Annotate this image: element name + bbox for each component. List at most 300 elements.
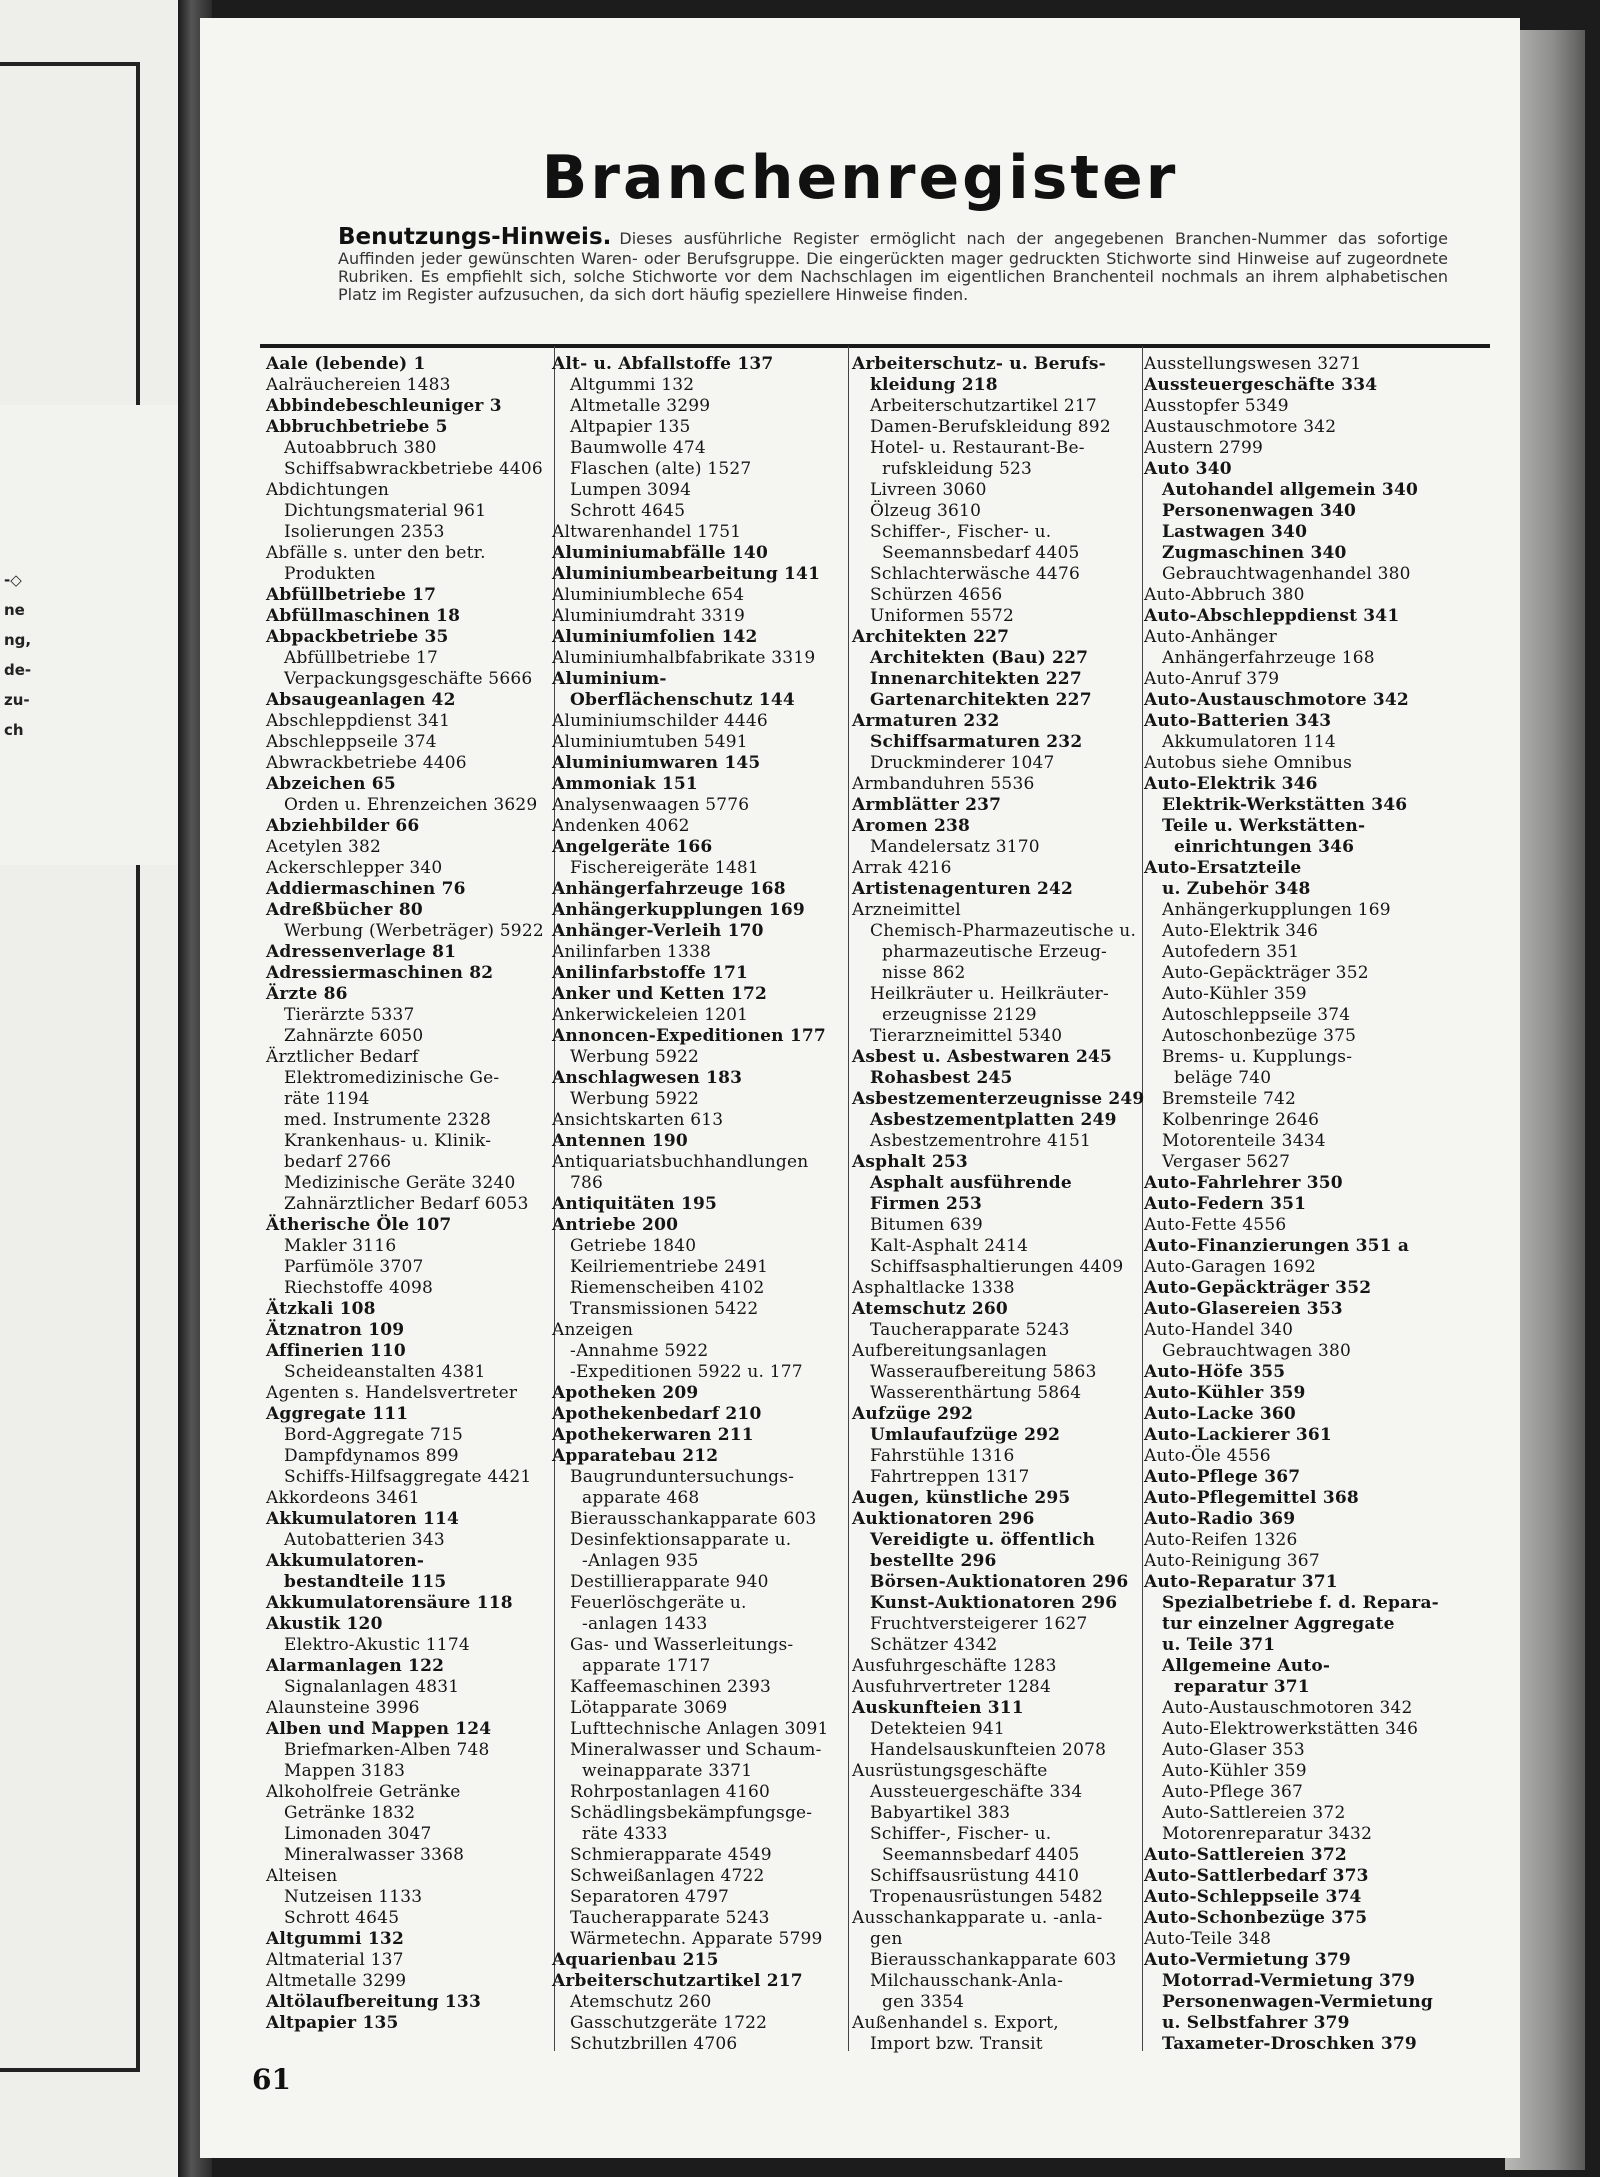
register-entry: Agenten s. Handelsvertreter [266,1383,518,1403]
register-entry: Anker und Ketten 172 [552,984,768,1004]
register-entry: Abschleppseile 374 [266,732,437,752]
register-entry: Auto-Anhänger [1144,627,1277,647]
register-entry: med. Instrumente 2328 [284,1110,492,1130]
register-entry: Aluminiumbearbeitung 141 [552,564,821,584]
register-entry: Auskunfteien 311 [852,1698,1024,1718]
register-entry: Aufbereitungsanlagen [852,1341,1047,1361]
register-entry: Auto-Federn 351 [1144,1194,1307,1214]
register-entry: apparate 1717 [582,1656,711,1676]
register-entry: räte 4333 [582,1824,668,1844]
register-entry: Schiffsarmaturen 232 [870,732,1083,752]
register-entry: Austern 2799 [1144,438,1263,458]
register-entry: Auto-Schonbezüge 375 [1144,1908,1368,1928]
register-entry: erzeugnisse 2129 [882,1005,1037,1025]
register-entry: Signalanlagen 4831 [284,1677,460,1697]
register-entry: Absaugeanlagen 42 [266,690,456,710]
register-entry: Rohrpostanlagen 4160 [570,1782,770,1802]
register-entry: Milchausschank-Anla- [870,1971,1064,1991]
register-entry: -Annahme 5922 [570,1341,709,1361]
register-entry: Autohandel allgemein 340 [1162,480,1419,500]
register-entry: Auto-Elektrowerkstätten 346 [1162,1719,1419,1739]
register-entry: Heilkräuter u. Heilkräuter- [870,984,1109,1004]
register-entry: Lastwagen 340 [1162,522,1308,542]
register-entry: Motorenteile 3434 [1162,1131,1326,1151]
register-entry: Aluminiumschilder 4446 [552,711,768,731]
register-entry: Anzeigen [552,1320,634,1340]
register-entry: Ammoniak 151 [552,774,698,794]
register-entry: Auto-Elektrik 346 [1162,921,1319,941]
register-entry: Abwrackbetriebe 4406 [266,753,467,773]
register-column-1 [266,354,556,2074]
adjacent-text-line: de- [4,661,32,679]
register-entry: Asbestzementerzeugnisse 249 [852,1089,1145,1109]
register-entry: Akkordeons 3461 [266,1488,420,1508]
register-entry: Scheideanstalten 4381 [284,1362,486,1382]
register-entry: Taxameter-Droschken 379 [1162,2034,1417,2054]
register-entry: Atemschutz 260 [570,1992,712,2012]
register-entry: Angelgeräte 166 [552,837,713,857]
register-entry: Schiffer-, Fischer- u. [870,1824,1052,1844]
register-entry: einrichtungen 346 [1174,837,1355,857]
adjacent-text-line: ch [4,721,24,739]
register-entry: Hotel- u. Restaurant-Be- [870,438,1085,458]
register-entry: Armbanduhren 5536 [852,774,1035,794]
register-entry: Fischereigeräte 1481 [570,858,759,878]
register-entry: Apparatebau 212 [552,1446,719,1466]
register-entry: Mandelersatz 3170 [870,837,1040,857]
register-entry: -Expeditionen 5922 u. 177 [570,1362,803,1382]
register-entry: Aluminiumhalbfabrikate 3319 [552,648,816,668]
register-entry: Abfüllbetriebe 17 [266,585,437,605]
register-entry: Autobus siehe Omnibus [1144,753,1353,773]
register-entry: Vergaser 5627 [1162,1152,1291,1172]
register-entry: Aalräuchereien 1483 [266,375,451,395]
register-entry: Baumwolle 474 [570,438,706,458]
register-entry: Autoabbruch 380 [284,438,437,458]
register-entry: Allgemeine Auto- [1162,1656,1331,1676]
register-entry: Parfümöle 3707 [284,1257,424,1277]
register-entry: Livreen 3060 [870,480,987,500]
register-entry: Schlachterwäsche 4476 [870,564,1080,584]
register-entry: Auto-Sattlereien 372 [1144,1845,1347,1865]
register-entry: Personenwagen-Vermietung [1162,1992,1433,2012]
register-entry: Ätherische Öle 107 [266,1215,452,1235]
register-entry: Alt- u. Abfallstoffe 137 [552,354,774,374]
register-entry: Ankerwickeleien 1201 [552,1005,749,1025]
register-entry: Asphalt ausführende [870,1173,1072,1193]
register-entry: Ausstopfer 5349 [1144,396,1289,416]
register-entry: -anlagen 1433 [582,1614,708,1634]
register-entry: Schrott 4645 [284,1908,400,1928]
register-entry: Altgummi 132 [570,375,695,395]
register-entry: Auto-Lacke 360 [1144,1404,1296,1424]
register-entry: Lumpen 3094 [570,480,692,500]
register-entry: Auto-Glaser 353 [1162,1740,1305,1760]
register-page [200,18,1520,2158]
register-entry: Auto-Öle 4556 [1144,1446,1271,1466]
register-entry: Gas- und Wasserleitungs- [570,1635,794,1655]
register-entry: Aluminiumdraht 3319 [552,606,746,626]
register-entry: gen [870,1929,903,1949]
register-entry: Altgummi 132 [266,1929,404,1949]
register-entry: Mineralwasser 3368 [284,1845,465,1865]
register-entry: Altwarenhandel 1751 [552,522,742,542]
register-entry: Altmetalle 3299 [570,396,711,416]
register-entry: u. Teile 371 [1162,1635,1276,1655]
register-entry: Asphaltlacke 1338 [852,1278,1015,1298]
register-entry: Gebrauchtwagen 380 [1162,1341,1352,1361]
register-entry: Produkten [284,564,376,584]
register-entry: Werbung (Werbeträger) 5922 [284,921,544,941]
register-entry: Aussteuergeschäfte 334 [1144,375,1378,395]
register-entry: Schiffsasphaltierungen 4409 [870,1257,1124,1277]
register-entry: Auktionatoren 296 [852,1509,1035,1529]
register-entry: Auto-Pflegemittel 368 [1144,1488,1359,1508]
usage-hint [338,224,1448,304]
register-entry: Tierärzte 5337 [284,1005,415,1025]
register-entry: kleidung 218 [870,375,998,395]
register-entry: Auto-Sattlereien 372 [1162,1803,1346,1823]
register-entry: Anhängerkupplungen 169 [1162,900,1391,920]
register-entry: beläge 740 [1174,1068,1272,1088]
adjacent-page [0,0,190,2177]
register-entry: bestandteile 115 [284,1572,447,1592]
register-entry: Bord-Aggregate 715 [284,1425,464,1445]
register-entry: Wasserenthärtung 5864 [870,1383,1082,1403]
register-entry: Schürzen 4656 [870,585,1003,605]
register-entry: Ausfuhrvertreter 1284 [852,1677,1051,1697]
register-entry: Dampfdynamos 899 [284,1446,459,1466]
register-entry: Alben und Mappen 124 [266,1719,492,1739]
register-entry: Personenwagen 340 [1162,501,1357,521]
register-entry: Auto-Sattlerbedarf 373 [1144,1866,1369,1886]
register-entry: Bierausschankapparate 603 [870,1950,1117,1970]
register-entry: Adreßbücher 80 [266,900,423,920]
register-entry: Kolbenringe 2646 [1162,1110,1320,1130]
register-entry: Abschleppdienst 341 [266,711,451,731]
register-entry: Abfüllbetriebe 17 [284,648,439,668]
register-entry: Ärzte 86 [266,984,348,1004]
register-entry: u. Zubehör 348 [1162,879,1311,899]
register-entry: Arbeiterschutz- u. Berufs- [852,354,1106,374]
register-entry: Andenken 4062 [552,816,690,836]
register-entry: Alaunsteine 3996 [266,1698,420,1718]
register-entry: Schutzbrillen 4706 [570,2034,738,2054]
register-entry: Auto-Anruf 379 [1144,669,1280,689]
register-entry: Akkumulatoren 114 [266,1509,460,1529]
register-entry: Abpackbetriebe 35 [266,627,449,647]
register-entry: Analysenwaagen 5776 [552,795,750,815]
adjacent-text-line: ng, [4,631,32,649]
register-entry: Alteisen [266,1866,338,1886]
register-entry: reparatur 371 [1174,1677,1310,1697]
register-entry: Autobatterien 343 [284,1530,445,1550]
register-entry: Elektro-Akustic 1174 [284,1635,470,1655]
register-column-4 [1144,354,1439,2074]
register-entry: Teile u. Werkstätten- [1162,816,1366,836]
register-entry: apparate 468 [582,1488,700,1508]
register-entry: Tierarzneimittel 5340 [870,1026,1063,1046]
register-entry: Anilinfarben 1338 [552,942,711,962]
register-entry: Verpackungsgeschäfte 5666 [284,669,533,689]
adjacent-text-line: zu- [4,691,30,709]
register-entry: Oberflächenschutz 144 [570,690,795,710]
register-entry: Ansichtskarten 613 [552,1110,724,1130]
register-entry: Lufttechnische Anlagen 3091 [570,1719,829,1739]
register-entry: Auto-Abschleppdienst 341 [1144,606,1400,626]
register-column-3 [852,354,1147,2074]
register-entry: Abzeichen 65 [266,774,396,794]
register-entry: Medizinische Geräte 3240 [284,1173,516,1193]
header-rule [260,344,1490,348]
register-entry: Mappen 3183 [284,1761,406,1781]
register-entry: Auto-Austauschmotore 342 [1144,690,1409,710]
register-entry: Aufzüge 292 [852,1404,974,1424]
register-entry: Schätzer 4342 [870,1635,998,1655]
register-entry: Auto-Reparatur 371 [1144,1572,1338,1592]
register-entry: Anhängerfahrzeuge 168 [552,879,786,899]
register-entry: Transmissionen 5422 [570,1299,759,1319]
register-entry: Akkumulatoren- [266,1551,425,1571]
register-entry: u. Selbstfahrer 379 [1162,2013,1350,2033]
register-entry: 786 [570,1173,604,1193]
register-entry: Atemschutz 260 [852,1299,1008,1319]
register-entry: Acetylen 382 [266,837,381,857]
register-entry: Alarmanlagen 122 [266,1656,445,1676]
register-entry: Desinfektionsapparate u. [570,1530,792,1550]
register-entry: Bierausschankapparate 603 [570,1509,817,1529]
register-entry: Getränke 1832 [284,1803,416,1823]
usage-hint-text: Dieses ausführliche Register ermöglicht nach der angegebenen Branchen-Nummer das sofortige Auffinden jeder gewünschten Waren- oder Berufsgruppe. Die eingerückten mager gedruckten Stichworte sind Hinweise auf zugeordnete Rubriken. Es empfiehlt sich, solche Stichworte vor dem Nachschlagen im eigentlichen Branchenteil nochmals an ihrem alphabetischen Platz im Register aufzusuchen, da sich dort häufig speziellere Hinweise finden. [338,229,1448,304]
register-entry: Apotheken 209 [552,1383,699,1403]
register-entry: Briefmarken-Alben 748 [284,1740,490,1760]
register-entry: Anhänger-Verleih 170 [552,921,764,941]
register-entry: rufskleidung 523 [882,459,1033,479]
register-entry: Werbung 5922 [570,1089,700,1109]
register-entry: Mineralwasser und Schaum- [570,1740,822,1760]
register-entry: Auto-Kühler 359 [1162,1761,1307,1781]
register-entry: Auto-Finanzierungen 351 a [1144,1236,1410,1256]
register-entry: Auto-Teile 348 [1144,1929,1272,1949]
register-entry: Baugrunduntersuchungs- [570,1467,795,1487]
register-entry: Autofedern 351 [1162,942,1300,962]
register-entry: Aluminiumbleche 654 [552,585,745,605]
register-entry: Auto-Höfe 355 [1144,1362,1286,1382]
register-entry: Armblätter 237 [852,795,1002,815]
register-entry: Auto-Ersatzteile [1144,858,1302,878]
register-entry: Abfälle s. unter den betr. [266,543,486,563]
register-entry: Ärztlicher Bedarf [266,1047,419,1067]
adjacent-text-line: ne [4,601,25,619]
register-entry: Getriebe 1840 [570,1236,697,1256]
register-entry: tur einzelner Aggregate [1162,1614,1395,1634]
register-entry: Wasseraufbereitung 5863 [870,1362,1097,1382]
register-entry: Keilriementriebe 2491 [570,1257,769,1277]
register-entry: Aggregate 111 [266,1404,409,1424]
register-entry: Akustik 120 [266,1614,383,1634]
register-entry: Werbung 5922 [570,1047,700,1067]
register-entry: Arbeiterschutzartikel 217 [870,396,1097,416]
register-entry: Adressenverlage 81 [266,942,457,962]
register-entry: Taucherapparate 5243 [570,1908,770,1928]
register-entry: -Anlagen 935 [582,1551,699,1571]
register-entry: Altmaterial 137 [266,1950,404,1970]
register-entry: Auto-Kühler 359 [1144,1383,1306,1403]
register-entry: Auto-Gepäckträger 352 [1144,1278,1372,1298]
register-entry: Detekteien 941 [870,1719,1005,1739]
register-entry: Auto-Elektrik 346 [1144,774,1318,794]
register-entry: Riechstoffe 4098 [284,1278,434,1298]
register-entry: Austauschmotore 342 [1144,417,1337,437]
register-entry: Motorrad-Vermietung 379 [1162,1971,1416,1991]
register-entry: Uniformen 5572 [870,606,1014,626]
register-entry: bestellte 296 [870,1551,997,1571]
register-entry: Antriebe 200 [552,1215,679,1235]
register-entry: Nutzeisen 1133 [284,1887,423,1907]
register-entry: Riemenscheiben 4102 [570,1278,765,1298]
register-entry: Architekten (Bau) 227 [870,648,1089,668]
register-entry: Auto-Radio 369 [1144,1509,1296,1529]
register-entry: Innenarchitekten 227 [870,669,1082,689]
register-entry: Import bzw. Transit [870,2034,1043,2054]
register-entry: Schiffsausrüstung 4410 [870,1866,1080,1886]
register-entry: Ausschankapparate u. -anla- [852,1908,1103,1928]
register-entry: Bitumen 639 [870,1215,983,1235]
register-entry: Arzneimittel [852,900,961,920]
register-entry: Altpapier 135 [570,417,691,437]
register-entry: Akkumulatorensäure 118 [266,1593,513,1613]
register-entry: Kalt-Asphalt 2414 [870,1236,1029,1256]
register-entry: Autoschleppseile 374 [1162,1005,1351,1025]
register-entry: Auto-Reinigung 367 [1144,1551,1320,1571]
register-entry: Abziehbilder 66 [266,816,420,836]
register-entry: räte 1194 [284,1089,370,1109]
register-entry: Spezialbetriebe f. d. Repara- [1162,1593,1439,1613]
register-entry: Auto-Austauschmotoren 342 [1162,1698,1413,1718]
register-entry: Elektromedizinische Ge- [284,1068,500,1088]
register-entry: Arbeiterschutzartikel 217 [552,1971,803,1991]
register-entry: Armaturen 232 [852,711,1000,731]
register-entry: Ätzkali 108 [266,1299,376,1319]
register-entry: Firmen 253 [870,1194,983,1214]
register-entry: Auto-Fette 4556 [1144,1215,1287,1235]
register-entry: Separatoren 4797 [570,1887,730,1907]
register-entry: Isolierungen 2353 [284,522,445,542]
register-entry: Orden u. Ehrenzeichen 3629 [284,795,538,815]
register-entry: Aromen 238 [852,816,971,836]
register-entry: Schiffsabwrackbetriebe 4406 [284,459,543,479]
register-column-2 [552,354,852,2074]
register-entry: Aluminiumfolien 142 [552,627,758,647]
register-entry: Antiquariatsbuchhandlungen [552,1152,809,1172]
register-entry: Feuerlöschgeräte u. [570,1593,747,1613]
register-entry: Antiquitäten 195 [552,1194,718,1214]
register-entry: Auto-Gepäckträger 352 [1162,963,1369,983]
register-entry: Zugmaschinen 340 [1162,543,1347,563]
register-entry: Seemannsbedarf 4405 [882,543,1080,563]
register-entry: Gebrauchtwagenhandel 380 [1162,564,1411,584]
register-entry: Elektrik-Werkstätten 346 [1162,795,1408,815]
register-entry: Auto-Glasereien 353 [1144,1299,1343,1319]
register-entry: Apothekenbedarf 210 [552,1404,762,1424]
register-entry: Rohasbest 245 [870,1068,1013,1088]
register-entry: Aluminiumabfälle 140 [552,543,768,563]
register-entry: Wärmetechn. Apparate 5799 [570,1929,823,1949]
register-entry: Bremsteile 742 [1162,1089,1297,1109]
register-entry: Auto-Lackierer 361 [1144,1425,1332,1445]
register-entry: Gasschutzgeräte 1722 [570,2013,768,2033]
register-entry: Vereidigte u. öffentlich [870,1530,1096,1550]
page-title: Branchenregister [541,143,1179,213]
register-entry: Aluminiumwaren 145 [552,753,761,773]
register-entry: Augen, künstliche 295 [852,1488,1071,1508]
register-entry: Asphalt 253 [852,1152,968,1172]
register-entry: Anhängerkupplungen 169 [552,900,805,920]
register-entry: Auto-Schleppseile 374 [1144,1887,1362,1907]
register-entry: Börsen-Auktionatoren 296 [870,1572,1129,1592]
register-entry: Flaschen (alte) 1527 [570,459,752,479]
register-entry: Annoncen-Expeditionen 177 [552,1026,826,1046]
register-entry: Akkumulatoren 114 [1162,732,1336,752]
register-entry: Asbestzementrohre 4151 [870,1131,1092,1151]
register-entry: Autoschonbezüge 375 [1162,1026,1357,1046]
register-entry: Handelsauskunfteien 2078 [870,1740,1107,1760]
register-entry: weinapparate 3371 [582,1761,753,1781]
register-entry: Ausrüstungsgeschäfte [852,1761,1048,1781]
register-entry: Addiermaschinen 76 [266,879,466,899]
register-entry: Auto-Batterien 343 [1144,711,1332,731]
register-entry: Ackerschlepper 340 [266,858,443,878]
register-entry: Alkoholfreie Getränke [266,1782,461,1802]
register-entry: Aluminiumtuben 5491 [552,732,748,752]
register-entry: Auto-Abbruch 380 [1144,585,1305,605]
register-entry: Schrott 4645 [570,501,686,521]
adjacent-page-text [4,565,31,745]
register-entry: Aquarienbau 215 [552,1950,719,1970]
register-entry: Zahnärztlicher Bedarf 6053 [284,1194,529,1214]
register-entry: Architekten 227 [852,627,1010,647]
register-entry: Abbindebeschleuniger 3 [266,396,502,416]
register-entry: Asbestzementplatten 249 [870,1110,1117,1130]
register-entry: Damen-Berufskleidung 892 [870,417,1111,437]
register-entry: Auto-Handel 340 [1144,1320,1294,1340]
register-entry: Makler 3116 [284,1236,397,1256]
register-entry: Altpapier 135 [266,2013,399,2033]
register-entry: Abdichtungen [266,480,389,500]
register-entry: Ätznatron 109 [266,1320,405,1340]
register-entry: Dichtungsmaterial 961 [284,501,487,521]
register-entry: Fahrtreppen 1317 [870,1467,1030,1487]
register-entry: Fahrstühle 1316 [870,1446,1015,1466]
register-entry: Auto-Fahrlehrer 350 [1144,1173,1343,1193]
register-entry: Seemannsbedarf 4405 [882,1845,1080,1865]
register-entry: Auto-Vermietung 379 [1144,1950,1351,1970]
register-entry: Schiffs-Hilfsaggregate 4421 [284,1467,532,1487]
register-entry: Schmierapparate 4549 [570,1845,772,1865]
adjacent-page-frame [0,62,140,2072]
register-entry: Apothekerwaren 211 [552,1425,754,1445]
register-entry: pharmazeutische Erzeug- [882,942,1107,962]
register-entry: Altmetalle 3299 [266,1971,407,1991]
page-number: 61 [252,2063,291,2096]
register-entry: Anilinfarbstoffe 171 [552,963,749,983]
register-entry: Auto-Pflege 367 [1162,1782,1304,1802]
register-entry: Antennen 190 [552,1131,688,1151]
register-entry: Aussteuergeschäfte 334 [870,1782,1083,1802]
register-entry: Abbruchbetriebe 5 [266,417,448,437]
register-entry: Adressiermaschinen 82 [266,963,494,983]
register-entry: bedarf 2766 [284,1152,392,1172]
